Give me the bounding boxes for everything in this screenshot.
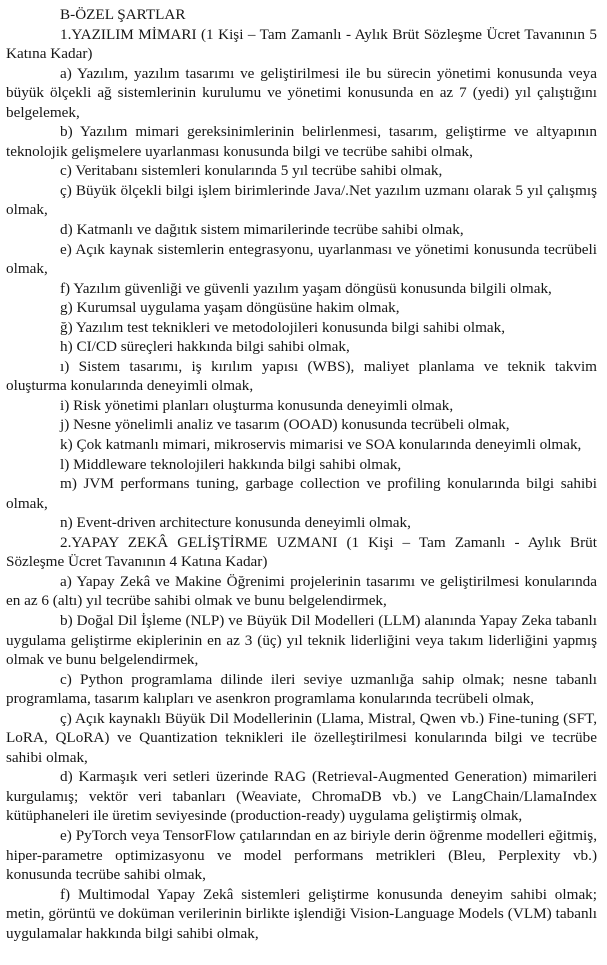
requirement-item: ı) Sistem tasarımı, iş kırılım yapısı (WBS), maliyet planlama ve teknik takvim oluşturma konularında deneyimli olmak, [6, 357, 597, 395]
requirement-item: b) Doğal Dil İşleme (NLP) ve Büyük Dil Modelleri (LLM) alanında Yapay Zeka tabanlı uygulama geliştirme ekiplerinin en az 3 (üç) yıl teknik liderliğini veya takım liderliğini yapmış olmak ve bunu belgelendirmek, [6, 611, 597, 669]
requirement-item: i) Risk yönetimi planları oluşturma konusunda deneyimli olmak, [60, 396, 454, 414]
requirement-item: n) Event-driven architecture konusunda deneyimli olmak, [60, 514, 411, 532]
requirement-item: j) Nesne yönelimli analiz ve tasarım (OOAD) konusunda tecrübeli olmak, [60, 416, 510, 434]
requirement-item: l) Middleware teknolojileri hakkında bilgi sahibi olmak, [60, 455, 402, 473]
requirement-item: d) Karmaşık veri setleri üzerinde RAG (Retrieval-Augmented Generation) mimarileri kurgulamış; vektör veri tabanları (Weaviate, ChromaDB vb.) ve LangChain/LlamaIndex kütüphaneleri ile üretim seviyesinde (production-ready) uygulama geliştirmiş olmak, [6, 768, 597, 825]
requirement-item: f) Yazılım güvenliği ve güvenli yazılım yaşam döngüsü konusunda bilgili olmak, [60, 279, 552, 297]
requirement-item: d) Katmanlı ve dağıtık sistem mimarilerinde tecrübe sahibi olmak, [60, 221, 464, 239]
requirement-item: c) Python programlama dilinde ileri seviye uzmanlığa sahip olmak; nesne tabanlı programlama, tasarım kalıpları ve asenkron programlama konularında tecrübeli olmak, [6, 670, 597, 708]
section-ai-development-expert [6, 533, 597, 943]
requirement-item: f) Multimodal Yapay Zekâ sistemleri geliştirme konusunda deneyim sahibi olmak; metin, görüntü ve doküman verilerinin birlikte işlendiği Vision-Language Models (VLM) tabanlı uygulamalar hakkında bilgi sahibi olmak, [6, 885, 597, 942]
requirement-item: ç) Büyük ölçekli bilgi işlem birimlerinde Java/.Net yazılım uzmanı olarak 5 yıl çalışmış olmak, [6, 181, 597, 219]
requirement-item: c) Veritabanı sistemleri konularında 5 yıl tecrübe sahibi olmak, [60, 162, 443, 180]
document-title: B-ÖZEL ŞARTLAR [60, 6, 186, 23]
requirement-item: b) Yazılım mimari gereksinimlerinin belirlenmesi, tasarım, geliştirme ve altyapının teknolojik gelişmelere uyarlanması konusunda bilgi ve tecrübe sahibi olmak, [6, 123, 597, 160]
document-body [6, 5, 597, 943]
section-heading: 2.YAPAY ZEKÂ GELİŞTİRME UZMANI (1 Kişi – Tam Zamanlı - Aylık Brüt Sözleşme Ücret Tavanının 4 Katına Kadar) [6, 533, 597, 571]
requirement-item: m) JVM performans tuning, garbage collection ve profiling konularında bilgi sahibi olmak, [6, 475, 597, 512]
requirement-item: e) PyTorch veya TensorFlow çatılarından en az biriyle derin öğrenme modelleri eğitmiş, hiper-parametre optimizasyonu ve model performans metrikleri (Bleu, Perplexity vb.) konusunda tecrübe sahibi olmak, [6, 826, 597, 884]
requirement-item: h) CI/CD süreçleri hakkında bilgi sahibi olmak, [60, 338, 350, 356]
section-heading: 1.YAZILIM MİMARI (1 Kişi – Tam Zamanlı - Aylık Brüt Sözleşme Ücret Tavanının 5 Katına Kadar) [6, 25, 597, 63]
section-software-architect [6, 25, 597, 533]
requirement-item: e) Açık kaynak sistemlerin entegrasyonu, uyarlanması ve yönetimi konusunda tecrübeli olmak, [6, 240, 597, 278]
requirement-item: g) Kurumsal uygulama yaşam döngüsüne hakim olmak, [60, 299, 400, 317]
requirement-item: a) Yazılım, yazılım tasarımı ve geliştirilmesi ile bu sürecin yönetimi konusunda veya büyük ölçekli ağ sistemlerinin kurulumu ve yönetimi konusunda en az 7 (yedi) yıl çalıştığını belgelemek, [6, 64, 597, 121]
requirement-item: ğ) Yazılım test teknikleri ve metodolojileri konusunda bilgi sahibi olmak, [60, 318, 506, 336]
requirement-item: ç) Açık kaynaklı Büyük Dil Modellerinin (Llama, Mistral, Qwen vb.) Fine-tuning (SFT, LoRA, QLoRA) ve Quantization teknikleri ile özelleştirilmesi konularında bilgi ve tecrübe sahibi olmak, [6, 709, 597, 766]
requirement-item: k) Çok katmanlı mimari, mikroservis mimarisi ve SOA konularında deneyimli olmak, [60, 436, 582, 454]
requirement-item: a) Yapay Zekâ ve Makine Öğrenimi projelerinin tasarımı ve geliştirilmesi konularında en az 6 (altı) yıl tecrübe sahibi olmak ve bunu belgelendirmek, [6, 572, 597, 610]
